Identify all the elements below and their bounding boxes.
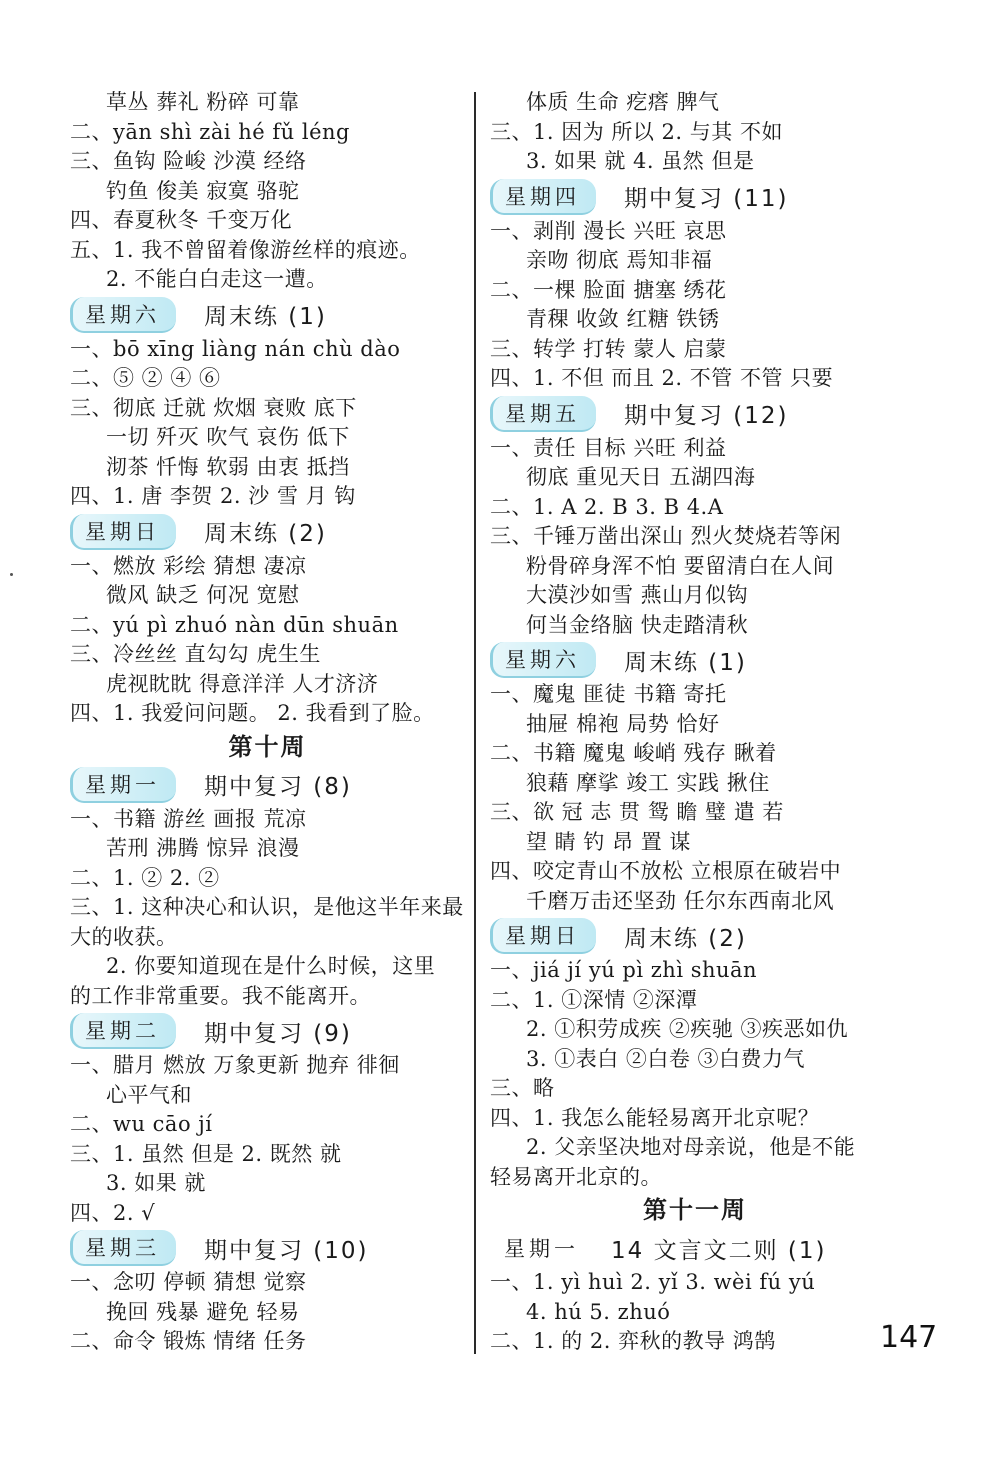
answer-line: 四、2. √: [70, 1200, 156, 1225]
section-header: [490, 179, 900, 215]
section-title: 周末练 (2): [624, 925, 747, 952]
answer-line: 挽回 残暴 避免 轻易: [106, 1299, 300, 1324]
answer-line: 4. hú 5. zhuó: [526, 1299, 671, 1324]
answer-line: 一、bō xīng liàng nán chù dào: [70, 336, 401, 361]
answer-line: 二、1. ② 2. ②: [70, 865, 220, 890]
section-header: [490, 396, 900, 432]
section-header: [70, 1230, 465, 1266]
answer-line: 一、书籍 游丝 画报 荒凉: [70, 806, 307, 831]
answer-line: 一、念叨 停顿 猜想 觉察: [70, 1270, 307, 1294]
answer-line: 三、彻底 迁就 炊烟 衰败 底下: [70, 395, 357, 420]
section-title: 周末练 (1): [204, 304, 327, 330]
answer-line: 二、1. ①深情 ②深潭: [490, 987, 698, 1012]
section-header: [70, 514, 465, 550]
section-title: 期中复习 (11): [624, 186, 789, 212]
answer-line: 三、冷丝丝 直勾勾 虎生生: [70, 642, 321, 666]
answer-line: 一、剥削 漫长 兴旺 哀思: [490, 218, 727, 243]
answer-line: 钓鱼 俊美 寂寞 骆驼: [106, 178, 300, 203]
section-title: 14 文言文二则 (1): [611, 1237, 827, 1264]
answer-line: 三、转学 打转 蒙人 启蒙: [490, 336, 727, 361]
section-title: 周末练 (2): [204, 521, 327, 547]
section-header: [70, 767, 465, 803]
answer-line: 二、yān shì zài hé fǔ léng: [70, 119, 350, 144]
answer-line: 抽屉 棉袍 局势 恰好: [526, 711, 720, 736]
answer-line: 大的收获。: [70, 924, 178, 949]
answer-line: 二、⑤ ② ④ ⑥: [70, 366, 221, 390]
answer-line: 一、1. yì huì 2. yǐ 3. wèi fú yú: [490, 1270, 816, 1294]
section-header: [70, 297, 465, 333]
answer-line: 一、燃放 彩绘 猜想 凄凉: [70, 553, 307, 578]
answer-line: 体质 生命 疙瘩 脾气: [526, 90, 720, 114]
answer-line: 二、1. A 2. B 3. B 4.A: [490, 494, 724, 519]
answer-line: 沏茶 忏悔 软弱 由衷 抵挡: [106, 454, 350, 479]
answer-line: 四、春夏秋冬 千变万化: [70, 208, 293, 232]
answer-line: 2. ①积劳成疾 ②疾驰 ③疾恶如仇: [526, 1017, 849, 1041]
answer-line: 四、1. 唐 李贺 2. 沙 雪 月 钩: [70, 484, 356, 508]
answer-line: 虎视眈眈 得意洋洋 人才济济: [106, 671, 379, 696]
answer-line: 望 睛 钓 昂 置 谋: [526, 829, 691, 854]
answer-line: 2. 你要知道现在是什么时候，这里: [106, 954, 436, 978]
answer-line: 二、书籍 魔鬼 峻峭 残存 瞅着: [490, 741, 777, 765]
answer-line: 四、1. 我爱问问题。 2. 我看到了脸。: [70, 701, 435, 725]
day-tag: 星期六: [70, 297, 176, 333]
section-title: 周末练 (1): [624, 649, 747, 676]
day-tag: 星期日: [70, 514, 176, 550]
answer-line: 二、wu cāo jí: [70, 1112, 213, 1136]
answer-line: 3. 如果 就: [106, 1171, 206, 1195]
answer-line: 大漠沙如雪 燕山月似钩: [526, 583, 749, 607]
answer-line: 三、千锤万凿出深山 烈火焚烧若等闲: [490, 524, 842, 548]
answer-line: 3. 如果 就 4. 虽然 但是: [526, 149, 755, 173]
day-tag: 星期六: [490, 642, 596, 678]
answer-line: 3. ①表白 ②白卷 ③白费力气: [526, 1046, 806, 1071]
answer-line: 一、责任 目标 兴旺 利益: [490, 435, 727, 460]
answer-line: 二、一棵 脸面 搪塞 绣花: [490, 277, 727, 302]
answer-line: 四、咬定青山不放松 立根原在破岩中: [490, 859, 842, 883]
answer-line: 四、1. 不但 而且 2. 不管 不管 只要: [490, 366, 834, 390]
answer-line: 一、jiá jí yú pì zhì shuān: [490, 958, 758, 982]
answer-line: 草丛 葬礼 粉碎 可靠: [106, 90, 300, 114]
answer-line: 三、略: [490, 1076, 555, 1100]
answer-line: 2. 不能白白走这一遭。: [106, 267, 328, 291]
page-number: 147: [880, 1320, 938, 1355]
section-title: 期中复习 (12): [624, 403, 789, 429]
section-title: 期中复习 (10): [204, 1237, 369, 1264]
day-tag: 星期一: [504, 1237, 579, 1261]
answer-line: 何当金络脑 快走踏清秋: [526, 612, 749, 637]
answer-line: 千磨万击还坚劲 任尔东西南北风: [526, 888, 835, 913]
day-tag: 星期三: [70, 1230, 176, 1266]
answer-line: 2. 父亲坚决地对母亲说，他是不能: [526, 1135, 856, 1159]
answer-line: 微风 缺乏 何况 宽慰: [106, 583, 300, 607]
day-tag: 星期四: [490, 179, 596, 215]
answer-line: 一、魔鬼 匪徒 书籍 寄托: [490, 682, 727, 706]
week-heading: 第十周: [228, 732, 307, 761]
answer-line: 心平气和: [106, 1082, 192, 1107]
answer-line: 轻易离开北京的。: [490, 1164, 662, 1189]
day-tag: 星期二: [70, 1013, 176, 1049]
day-tag: 星期日: [490, 918, 596, 954]
section-title: 期中复习 (8): [204, 774, 352, 800]
answer-line: 四、1. 我怎么能轻易离开北京呢？: [490, 1105, 820, 1130]
day-tag: 星期一: [70, 767, 176, 803]
answer-line: 一切 歼灭 吹气 哀伤 低下: [106, 425, 350, 449]
answer-line: 狼藉 摩挲 竣工 实践 揪住: [526, 770, 770, 795]
section-header: [490, 642, 900, 678]
left-column: [70, 88, 465, 1357]
section-title: 期中复习 (9): [204, 1020, 352, 1047]
answer-line: 三、欲 冠 志 贯 鸳 瞻 璧 遣 若: [490, 800, 784, 824]
answer-line: 三、1. 这种决心和认识，是他这半年来最: [70, 895, 464, 919]
week-heading: 第十一周: [643, 1196, 747, 1224]
section-header: [70, 1013, 465, 1049]
stray-mark: [10, 573, 13, 576]
answer-line: 三、1. 因为 所以 2. 与其 不如: [490, 119, 783, 144]
answer-line: 的工作非常重要。我不能离开。: [70, 983, 371, 1008]
answer-line: 青稞 收敛 红糖 铁锈: [526, 307, 720, 331]
answer-line: 粉骨碎身浑不怕 要留清白在人间: [526, 553, 835, 578]
answer-line: 二、1. 的 2. 弈秋的教导 鸿鹄: [490, 1329, 776, 1353]
answer-line: 三、鱼钩 险峻 沙漠 经络: [70, 149, 307, 173]
answer-line: 五、1. 我不曾留着像游丝样的痕迹。: [70, 237, 421, 262]
section-header: [490, 1230, 900, 1266]
column-divider: [474, 92, 476, 1354]
day-tag: 星期五: [490, 396, 596, 432]
answer-line: 二、yú pì zhuó nàn dūn shuān: [70, 612, 399, 637]
right-column: [490, 88, 900, 1357]
section-header: [490, 918, 900, 954]
answer-line: 一、腊月 燃放 万象更新 抛弃 徘徊: [70, 1053, 400, 1077]
answer-line: 彻底 重见天日 五湖四海: [526, 465, 756, 489]
answer-line: 苦刑 沸腾 惊异 浪漫: [106, 836, 300, 860]
answer-line: 亲吻 彻底 焉知非福: [526, 248, 713, 272]
answer-line: 三、1. 虽然 但是 2. 既然 就: [70, 1141, 342, 1166]
answer-line: 二、命令 锻炼 情绪 任务: [70, 1329, 307, 1353]
